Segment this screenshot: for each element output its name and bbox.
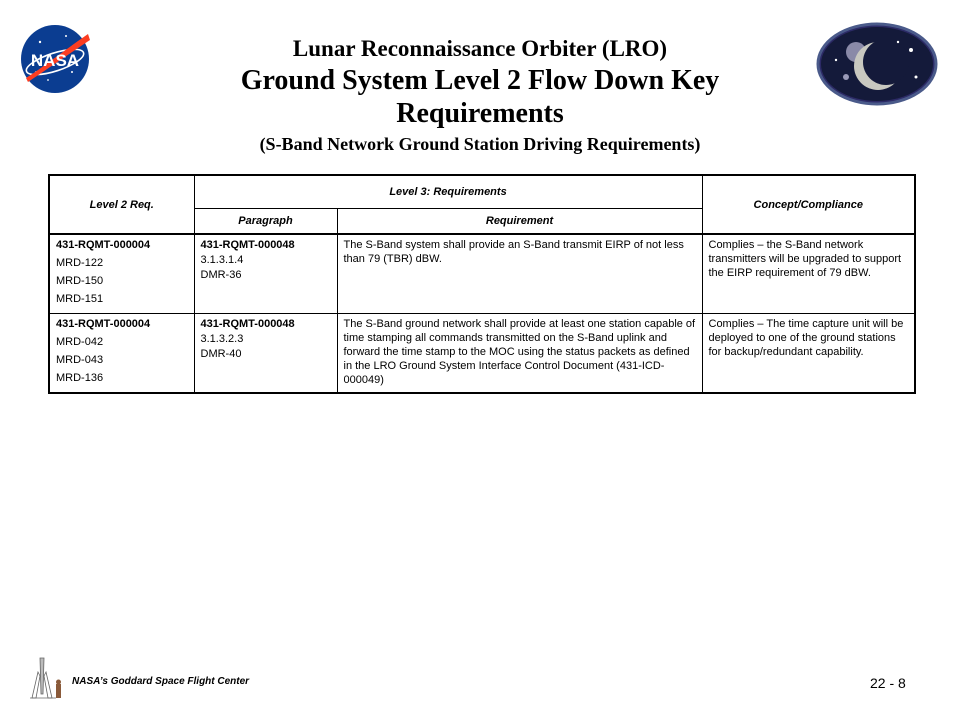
- paragraph-ref: DMR-36: [200, 269, 242, 281]
- lro-mission-logo: [816, 22, 938, 106]
- level2-ref: MRD-043: [56, 354, 104, 366]
- header-level2-req: Level 2 Req.: [49, 175, 194, 234]
- concept-cell: Complies – the S-Band network transmitters will be upgraded to support the EIRP requirement of 79 dBW.: [702, 234, 915, 314]
- level2-id: 431-RQMT-000004: [56, 318, 151, 330]
- page-number: 22 - 8: [870, 675, 906, 691]
- concept-cell: Complies – The time capture unit will be deployed to one of the ground stations for backup/redundant capability.: [702, 314, 915, 394]
- level2-ref: MRD-122: [56, 257, 104, 269]
- paragraph-ref: DMR-40: [200, 348, 242, 360]
- level2-ref: MRD-136: [56, 372, 104, 384]
- table-row: [49, 234, 915, 314]
- paragraph-number: 3.1.3.2.3: [200, 333, 244, 345]
- nasa-logo-text: NASA: [30, 51, 80, 70]
- header-paragraph: Paragraph: [194, 209, 337, 235]
- title-line-3: Requirements: [396, 98, 564, 129]
- footer-org: NASA’s Goddard Space Flight Center: [72, 676, 250, 687]
- level2-ref: MRD-042: [56, 336, 104, 348]
- paragraph-cell: [194, 314, 337, 394]
- subtitle: (S-Band Network Ground Station Driving Requirements): [259, 134, 701, 154]
- requirement-cell: The S-Band system shall provide an S-Band transmit EIRP of not less than 79 (TBR) dBW.: [337, 234, 702, 314]
- paragraph-cell: [194, 234, 337, 314]
- header-requirement: Requirement: [337, 209, 702, 235]
- nasa-logo: [18, 22, 92, 96]
- title-line-2: Ground System Level 2 Flow Down Key: [240, 65, 720, 96]
- level2-ref: MRD-151: [56, 293, 104, 305]
- slide-title-block: [150, 34, 810, 157]
- paragraph-number: 3.1.3.1.4: [200, 254, 244, 266]
- level2-id: 431-RQMT-000004: [56, 239, 151, 251]
- level2-ref: MRD-150: [56, 275, 104, 287]
- level2-cell: [49, 314, 194, 394]
- requirements-table: [48, 174, 916, 394]
- header-level3-requirements: Level 3: Requirements: [194, 175, 702, 209]
- paragraph-id: 431-RQMT-000048: [200, 239, 295, 251]
- level2-cell: [49, 234, 194, 314]
- table-row: [49, 314, 915, 394]
- requirement-cell: The S-Band ground network shall provide at least one station capable of time stamping all commands transmitted on the S-Band uplink and forward the time stamp to the MOC using the status packets as defined in the LRO Ground System Interface Control Document (431-ICD-000049): [337, 314, 702, 394]
- paragraph-id: 431-RQMT-000048: [200, 318, 295, 330]
- header-concept-compliance: Concept/Compliance: [702, 175, 915, 234]
- goddard-rocket-logo: [26, 654, 66, 708]
- title-line-1: Lunar Reconnaissance Orbiter (LRO): [292, 36, 668, 61]
